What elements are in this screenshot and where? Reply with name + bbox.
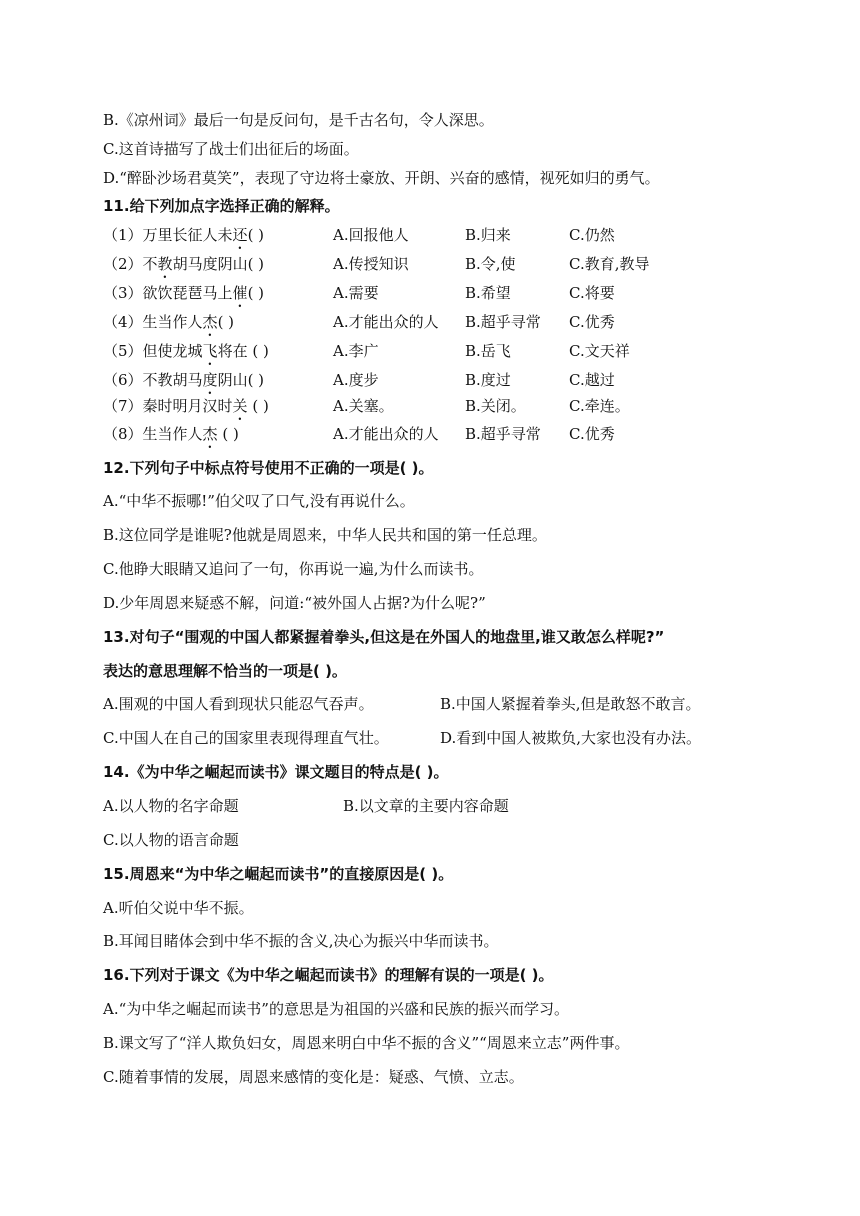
- q11-row-option-a: A.关塞。: [333, 397, 394, 415]
- q11-row-option-c: C.越过: [569, 371, 615, 389]
- q12-title: 12.下列句子中标点符号使用不正确的一项是( )。: [103, 459, 434, 477]
- q11-row-stem: （6）不教胡马度阴山( ): [103, 371, 265, 389]
- q14-title: 14.《为中华之崛起而读书》课文题目的特点是( )。: [103, 763, 449, 781]
- q11-row-option-c: C.将要: [569, 284, 615, 302]
- q11-row-stem: （5）但使龙城飞将在 ( ): [103, 342, 269, 360]
- q10-option-d: D.“醉卧沙场君莫笑”，表现了守边将士豪放、开朗、兴奋的感情，视死如归的勇气。: [103, 169, 660, 187]
- q12-option-a: A.“中华不振哪!”伯父叹了口气,没有再说什么。: [103, 492, 415, 510]
- q11-row-option-a: A.李广: [333, 342, 379, 360]
- q11-row-option-b: B.令,使: [465, 255, 516, 273]
- q11-row-option-c: C.仍然: [569, 226, 615, 244]
- q16-title: 16.下列对于课文《为中华之崛起而读书》的理解有误的一项是( )。: [103, 966, 554, 984]
- q10-option-b: B.《凉州词》最后一句是反问句，是千古名句，令人深思。: [103, 111, 494, 129]
- q14-option-c: C.以人物的语言命题: [103, 831, 239, 849]
- q11-row-option-b: B.希望: [465, 284, 511, 302]
- emphasis-dot-char: 催: [232, 284, 248, 302]
- q11-row-stem: （3）欲饮琵琶马上催( ): [103, 284, 265, 302]
- q12-option-b: B.这位同学是谁呢?他就是周恩来，中华人民共和国的第一任总理。: [103, 526, 547, 544]
- q11-row-stem: （7）秦时明月汉时关 ( ): [103, 397, 269, 415]
- q11-row-option-a: A.才能出众的人: [333, 313, 439, 331]
- q12-option-c: C.他睁大眼睛又追问了一句，你再说一遍,为什么而读书。: [103, 560, 484, 578]
- q10-option-c: C.这首诗描写了战士们出征后的场面。: [103, 140, 359, 158]
- q14-option-a: A.以人物的名字命题: [103, 797, 239, 815]
- q11-row-option-c: C.牵连。: [569, 397, 630, 415]
- q11-row-option-a: A.传授知识: [333, 255, 409, 273]
- q11-row-stem: （2）不教胡马度阴山( ): [103, 255, 265, 273]
- q11-row-option-c: C.教育,教导: [569, 255, 650, 273]
- q11-row-option-c: C.优秀: [569, 425, 615, 443]
- q11-row-option-a: A.需要: [333, 284, 379, 302]
- q16-option-c: C.随着事情的发展，周恩来感情的变化是：疑惑、气愤、立志。: [103, 1068, 524, 1086]
- emphasis-dot-char: 飞: [202, 342, 218, 360]
- q11-row-option-c: C.优秀: [569, 313, 615, 331]
- q11-title: 11.给下列加点字选择正确的解释。: [103, 197, 340, 215]
- q12-option-d: D.少年周恩来疑惑不解，问道:“被外国人占据?为什么呢?”: [103, 594, 486, 612]
- q11-row-option-b: B.超乎寻常: [465, 313, 541, 331]
- q13-title-line1: 13.对句子“围观的中国人都紧握着拳头,但这是在外国人的地盘里,谁又敢怎么样呢?”: [103, 628, 665, 646]
- q16-option-b: B.课文写了“洋人欺负妇女，周恩来明白中华不振的含义”“周恩来立志”两件事。: [103, 1034, 630, 1052]
- q13-option-a: A.围观的中国人看到现状只能忍气吞声。: [103, 695, 374, 713]
- q13-option-d: D.看到中国人被欺负,大家也没有办法。: [440, 729, 702, 747]
- q11-row-stem: （4）生当作人杰( ): [103, 313, 235, 331]
- q11-row-option-a: A.才能出众的人: [333, 425, 439, 443]
- q16-option-a: A.“为中华之崛起而读书”的意思是为祖国的兴盛和民族的振兴而学习。: [103, 1000, 569, 1018]
- q11-row-option-b: B.超乎寻常: [465, 425, 541, 443]
- q11-row-option-b: B.关闭。: [465, 397, 526, 415]
- emphasis-dot-char: 关: [232, 397, 248, 415]
- q13-option-c: C.中国人在自己的国家里表现得理直气壮。: [103, 729, 389, 747]
- q11-row-option-b: B.岳飞: [465, 342, 511, 360]
- emphasis-dot-char: 杰: [202, 425, 218, 443]
- q14-option-b: B.以文章的主要内容命题: [343, 797, 509, 815]
- q13-title-line2: 表达的意思理解不恰当的一项是( )。: [103, 662, 347, 680]
- q11-row-option-a: A.度步: [333, 371, 379, 389]
- emphasis-dot-char: 度: [202, 371, 218, 389]
- q15-title: 15.周恩来“为中华之崛起而读书”的直接原因是( )。: [103, 865, 454, 883]
- q15-option-b: B.耳闻目睹体会到中华不振的含义,决心为振兴中华而读书。: [103, 932, 499, 950]
- emphasis-dot-char: 还: [232, 226, 248, 244]
- q11-row-stem: （1）万里长征人未还( ): [103, 226, 265, 244]
- q11-row-option-b: B.归来: [465, 226, 511, 244]
- q11-row-option-c: C.文天祥: [569, 342, 630, 360]
- q13-option-b: B.中国人紧握着拳头,但是敢怒不敢言。: [440, 695, 701, 713]
- q11-row-option-a: A.回报他人: [333, 226, 409, 244]
- q11-row-stem: （8）生当作人杰 ( ): [103, 425, 239, 443]
- q11-row-option-b: B.度过: [465, 371, 511, 389]
- emphasis-dot-char: 教: [157, 255, 173, 273]
- q15-option-a: A.听伯父说中华不振。: [103, 899, 254, 917]
- emphasis-dot-char: 杰: [202, 313, 218, 331]
